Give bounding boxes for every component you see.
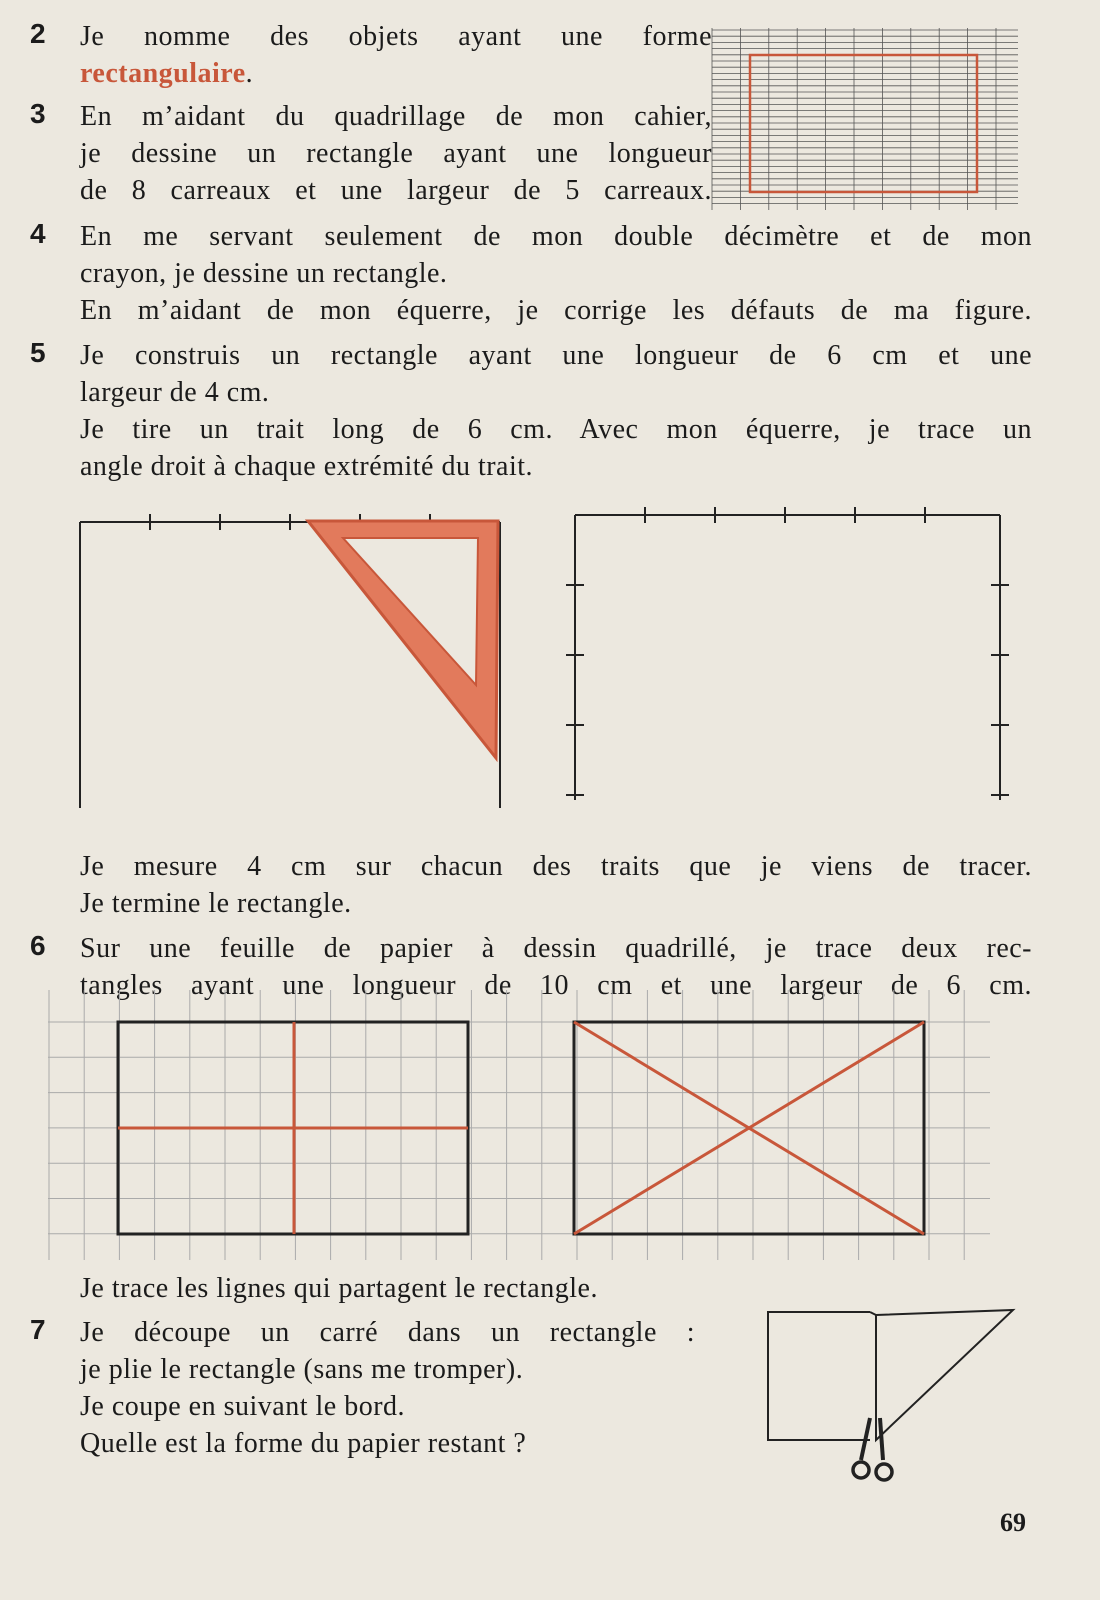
- set-square-figure: [70, 500, 510, 820]
- folded-paper-figure: [760, 1300, 1020, 1490]
- exercise-7-line-2: je plie le rectangle (sans me tromper).: [80, 1354, 524, 1385]
- exercise-5-after-2: Je termine le rectangle.: [80, 888, 352, 919]
- exercise-7-number: 7: [30, 1314, 46, 1345]
- exercise-2-number: 2: [30, 18, 46, 49]
- exercise-5-after-1: Je mesure 4 cm sur chacun des traits que je viens de tracer.: [80, 851, 1032, 882]
- exercise-3-line-3: de 8 carreaux et une largeur de 5 carreaux.: [80, 175, 712, 206]
- page-number: 69: [1000, 1508, 1026, 1537]
- exercise-4-line-2: crayon, je dessine un rectangle.: [80, 258, 448, 289]
- exercise-5-number: 5: [30, 337, 46, 368]
- exercise-2-line-1: Je nomme des objets ayant une forme: [80, 21, 712, 52]
- exercise-6-after-1: Je trace les lignes qui partagent le rectangle.: [80, 1273, 598, 1304]
- exercise-6-number: 6: [30, 930, 46, 961]
- exercise-3-number: 3: [30, 98, 46, 129]
- exercise-7-line-1: Je découpe un carré dans un rectangle :: [80, 1317, 695, 1348]
- exercise-4-line-1: En me servant seulement de mon double décimètre et de mon: [80, 221, 1032, 252]
- exercise-5-line-2: largeur de 4 cm.: [80, 377, 270, 408]
- exercise-5-line-3: Je tire un trait long de 6 cm. Avec mon équerre, je trace un: [80, 414, 1032, 445]
- perpendicular-lines-figure: [565, 500, 1015, 820]
- exercise-5-line-4: angle droit à chaque extrémité du trait.: [80, 451, 534, 482]
- exercise-3-line-2: je dessine un rectangle ayant une longueur: [80, 138, 712, 169]
- exercise-2-line-2: [80, 55, 253, 92]
- red-rectangle: [750, 55, 977, 192]
- exercise-7-line-3: Je coupe en suivant le bord.: [80, 1391, 406, 1422]
- exercise-7-line-4: Quelle est la forme du papier restant ?: [80, 1428, 527, 1459]
- grid-paper-figure: [0, 990, 1000, 1280]
- exercise-4-number: 4: [30, 218, 46, 249]
- notebook-grid-figure: [712, 28, 1018, 210]
- exercise-5-line-1: Je construis un rectangle ayant une longueur de 6 cm et une: [80, 340, 1032, 371]
- highlight-suffix: .: [245, 58, 254, 89]
- exercise-6-line-2: tangles ayant une longueur de 10 cm et une largeur de 6 cm.: [80, 970, 1032, 1001]
- exercise-3-line-1: En m’aidant du quadrillage de mon cahier,: [80, 101, 712, 132]
- exercise-6-line-1: Sur une feuille de papier à dessin quadrillé, je trace deux rec-: [80, 933, 1032, 964]
- highlight-word: rectangulaire: [80, 58, 246, 89]
- tick-marks: [566, 507, 1009, 795]
- exercise-4-line-3: En m’aidant de mon équerre, je corrige les défauts de ma figure.: [80, 295, 1032, 326]
